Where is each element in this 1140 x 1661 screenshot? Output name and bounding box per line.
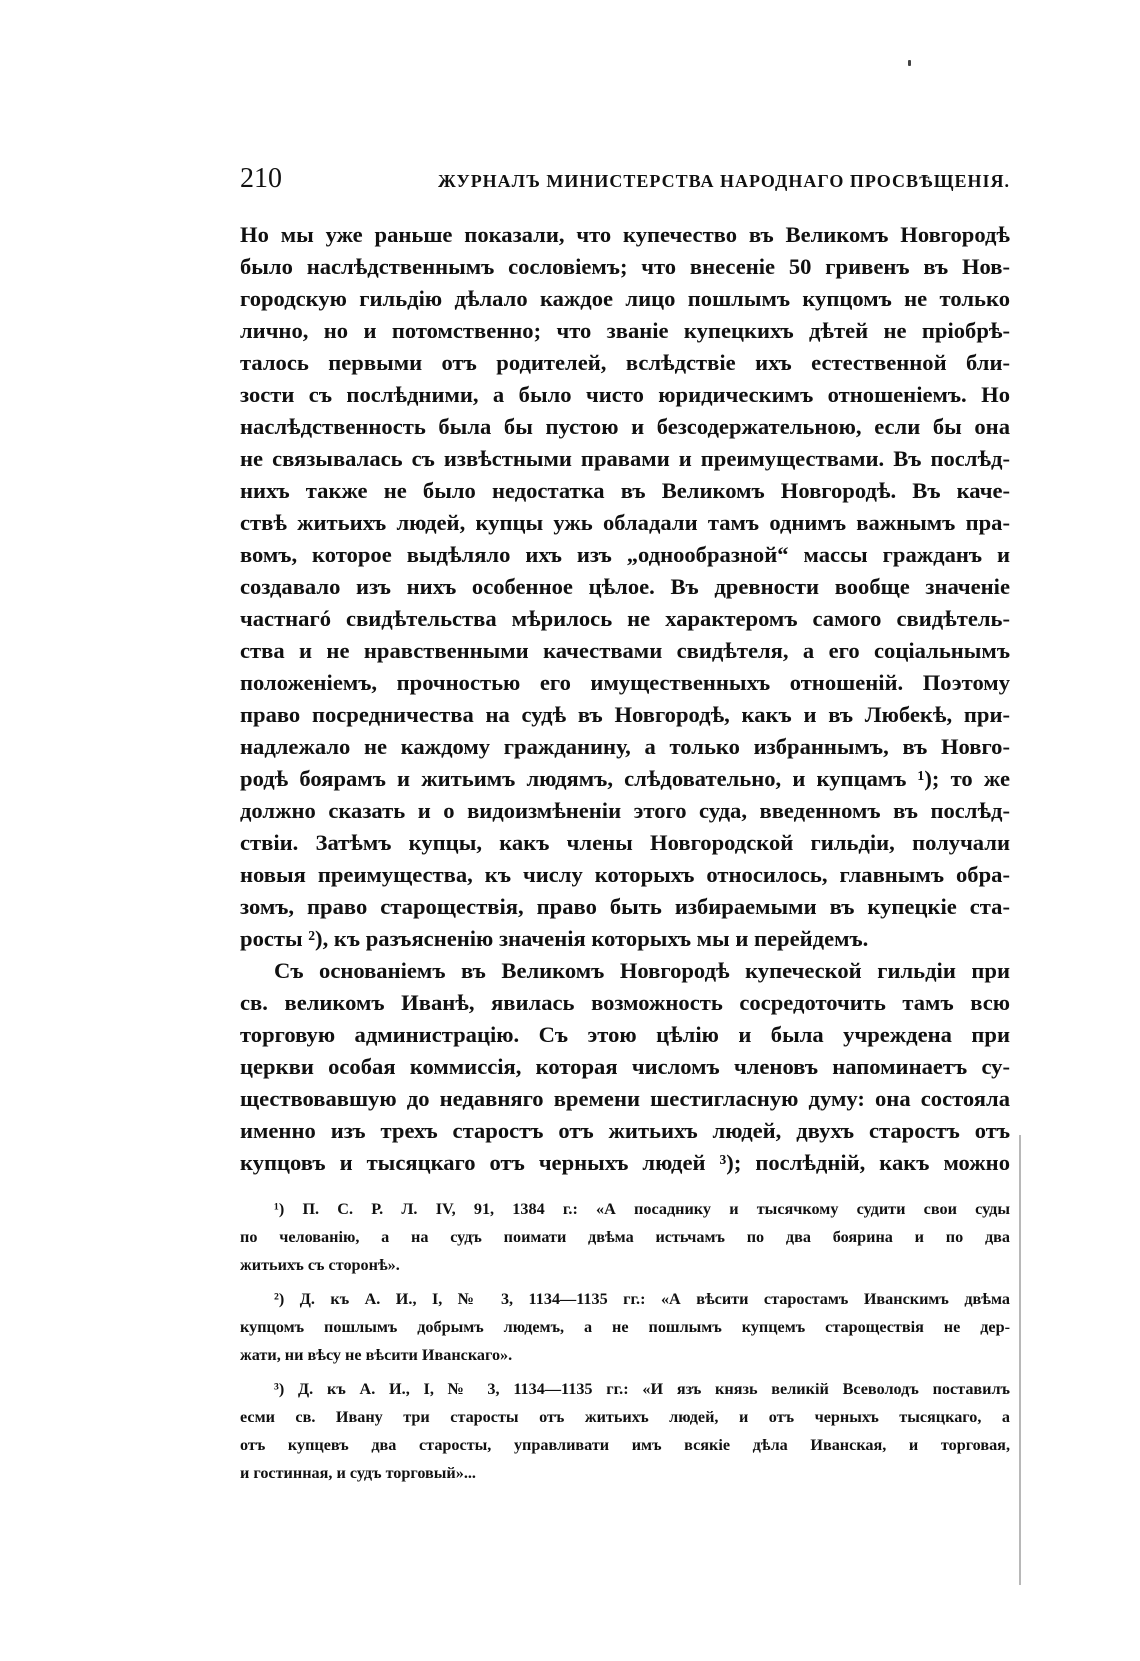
text-line: зости съ послѣдними, а было чисто юридическимъ отношеніемъ. Но	[240, 382, 1010, 407]
text-line: положеніемъ, прочностью его имущественныхъ отношеній. Поэтому	[240, 670, 1010, 695]
footnotes	[240, 1195, 1010, 1487]
text-line: право посредничества на судѣ въ Новгородѣ, какъ и въ Любекѣ, при-	[240, 702, 1010, 727]
footnote-2	[240, 1285, 1010, 1369]
footnote-line: ¹) П. С. Р. Л. IV, 91, 1384 г.: «А посаднику и тысячкому судити свои суды	[274, 1200, 1010, 1218]
footnote-line: жати, ни вѣсу не вѣсити Иванскаго».	[240, 1346, 513, 1364]
footnote-line: купцомъ пошлымъ добрымъ людемъ, а не пошлымъ купцемъ староществія не дер-	[240, 1318, 1010, 1336]
book-page	[240, 163, 1010, 1487]
footnote-line: есми св. Ивану три старосты отъ житьихъ людей, и отъ черныхъ тысяцкаго, а	[240, 1408, 1010, 1426]
text-line: родѣ боярамъ и житьимъ людямъ, слѣдовательно, и купцамъ ¹); то же	[240, 766, 1010, 791]
text-line: именно изъ трехъ старостъ отъ житьихъ людей, двухъ старостъ отъ	[240, 1118, 1010, 1143]
text-line: ствѣ житьихъ людей, купцы ужь обладали тамъ однимъ важнымъ пра-	[240, 510, 1010, 535]
running-title: ЖУРНАЛЪ МИНИСТЕРСТВА НАРОДНАГО ПРОСВѢЩЕНІЯ.	[437, 171, 1010, 191]
footnote-1	[240, 1195, 1010, 1279]
page-number: 210	[240, 163, 282, 194]
text-line: Но мы уже раньше показали, что купечество въ Великомъ Новгородѣ	[240, 222, 1010, 247]
text-line: было наслѣдственнымъ сословіемъ; что внесеніе 50 гривенъ въ Нов-	[240, 254, 1010, 279]
text-line: частнагó свидѣтельства мѣрилось не характеромъ самого свидѣтель-	[240, 606, 1010, 631]
text-line: зомъ, право староществія, право быть избираемыми въ купецкіе ста-	[240, 894, 1010, 919]
footnote-3	[240, 1375, 1010, 1487]
footnote-line: ³) Д. къ А. И., I, № 3, 1134—1135 гг.: «И язъ князь великій Всеволодъ поставилъ	[274, 1380, 1010, 1398]
text-line: лично, но и потомственно; что званіе купецкихъ дѣтей не пріобрѣ-	[240, 318, 1010, 343]
text-line: церкви особая коммиссія, которая числомъ членовъ напоминаетъ су-	[240, 1054, 1010, 1079]
text-line: не связывалась съ извѣстными правами и преимуществами. Въ послѣд-	[240, 446, 1010, 471]
text-line: надлежало не каждому гражданину, а только избраннымъ, въ Новго-	[240, 734, 1010, 759]
text-line: вомъ, которое выдѣляло ихъ изъ „однообразной“ массы гражданъ и	[240, 542, 1010, 567]
text-line: торговую администрацію. Съ этою цѣлію и была учреждена при	[240, 1022, 1010, 1047]
scan-speck	[908, 60, 911, 66]
text-line: наслѣдственность была бы пустою и безсодержательною, если бы она	[240, 414, 1010, 439]
text-line: создавало изъ нихъ особенное цѣлое. Въ древности вообще значеніе	[240, 574, 1010, 599]
scan-margin-line	[1019, 1135, 1021, 1585]
page-header	[240, 163, 1010, 203]
footnote-line: отъ купцевъ два старосты, управливати имъ всякіе дѣла Иванская, и торговая,	[240, 1436, 1010, 1454]
text-line: ствіи. Затѣмъ купцы, какъ члены Новгородской гильдіи, получали	[240, 830, 1010, 855]
text-line: нихъ также не было недостатка въ Великомъ Новгородѣ. Въ каче-	[240, 478, 1010, 503]
text-line: св. великомъ Иванѣ, явилась возможность сосредоточить тамъ всю	[240, 990, 1010, 1015]
footnote-line: ²) Д. къ А. И., I, № 3, 1134—1135 гг.: «А вѣсити старостамъ Иванскимъ двѣма	[274, 1290, 1010, 1308]
main-text	[240, 219, 1010, 1179]
text-line: городскую гильдію дѣлало каждое лицо пошлымъ купцомъ не только	[240, 286, 1010, 311]
text-line: ства и не нравственными качествами свидѣтеля, а его соціальнымъ	[240, 638, 1010, 663]
text-line: купцовъ и тысяцкаго отъ черныхъ людей ³); послѣдній, какъ можно	[240, 1150, 1010, 1175]
text-line: новыя преимущества, къ числу которыхъ относилось, главнымъ обра-	[240, 862, 1010, 887]
footnote-line: по челованію, а на судъ поимати двѣма истьчамъ по два боярина и по два	[240, 1228, 1010, 1246]
text-line: Съ основаніемъ въ Великомъ Новгородѣ купеческой гильдіи при	[274, 958, 1010, 983]
footnote-line: и гостинная, и судъ торговый»...	[240, 1464, 476, 1482]
text-line: талось первыми отъ родителей, вслѣдствіе ихъ естественной бли-	[240, 350, 1010, 375]
footnote-line: житьихъ съ сторонѣ».	[240, 1256, 400, 1274]
text-line: ществовавшую до недавняго времени шестигласную думу: она состояла	[240, 1086, 1010, 1111]
text-line: должно сказать и о видоизмѣненіи этого суда, введенномъ въ послѣд-	[240, 798, 1010, 823]
text-line: росты ²), къ разъясненію значенія которыхъ мы и перейдемъ.	[240, 926, 869, 951]
